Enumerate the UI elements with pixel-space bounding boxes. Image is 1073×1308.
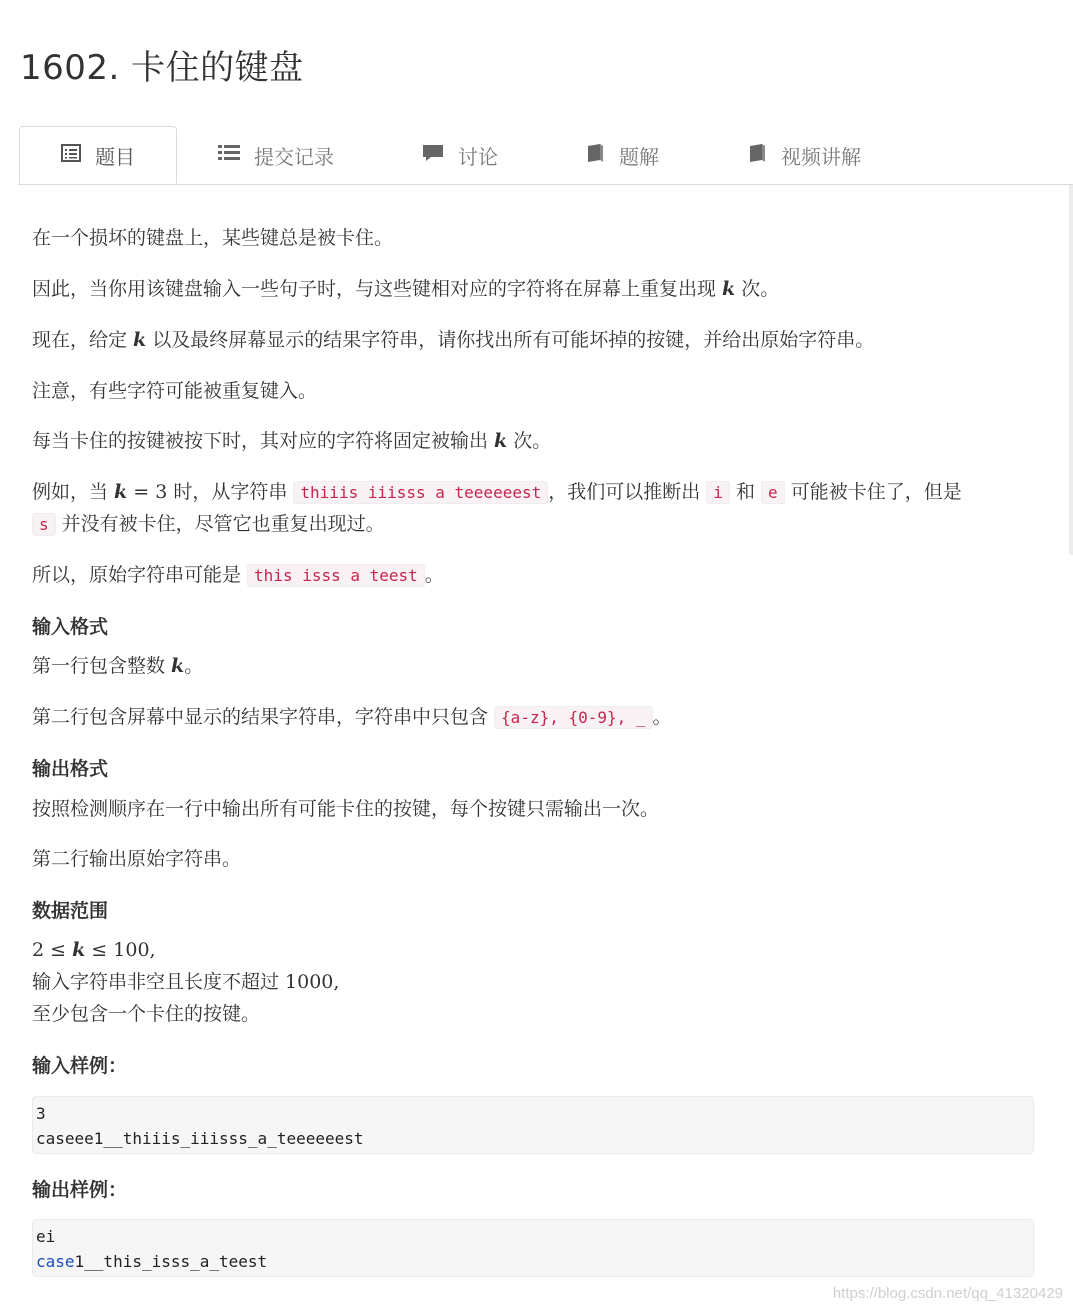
math-var: k (171, 655, 185, 677)
math-var: k (722, 278, 736, 300)
math-expr: 2 ≤ (32, 939, 73, 961)
tab-video[interactable] (747, 126, 861, 184)
scroll-edge (1069, 185, 1073, 555)
paragraph (32, 560, 444, 591)
page-title: 1602. 卡住的键盘 (20, 48, 304, 88)
math-var: k (133, 329, 147, 351)
code-text: 1__this_isss_a_teest (74, 1252, 268, 1271)
paragraph (32, 477, 962, 508)
paragraph: 第二行输出原始字符串。 (32, 848, 242, 870)
tab-label: 题目 (95, 144, 135, 169)
math-var: k (114, 481, 128, 503)
section-heading-sample-input: 输入样例： (32, 1055, 128, 1077)
section-heading-input: 输入格式 (32, 616, 109, 638)
list-alt-icon (61, 143, 81, 168)
section-heading-output: 输出格式 (32, 758, 109, 780)
text: 可能被卡住了，但是 (784, 481, 962, 503)
text: 输入字符串非空且长度不超过 (32, 971, 286, 993)
book-icon (747, 143, 767, 168)
inline-code: i (706, 481, 730, 504)
inline-code: {a-z}, {0-9}, _ (494, 706, 653, 729)
section-heading-sample-output: 输出样例： (32, 1179, 128, 1201)
paragraph: 按照检测顺序在一行中输出所有可能卡住的按键，每个按键只需输出一次。 (32, 798, 660, 820)
text: 。 (652, 706, 672, 728)
paragraph (32, 426, 551, 456)
text: 例如，当 (32, 481, 115, 503)
paragraph (32, 935, 156, 965)
text: 。 (184, 655, 204, 677)
text: 现在，给定 (32, 329, 134, 351)
text: 所以，原始字符串可能是 (32, 564, 248, 586)
text: 第一行包含整数 (32, 655, 172, 677)
tab-bar (18, 126, 1073, 185)
math-var: k (72, 939, 86, 961)
text: 次。 (735, 278, 780, 300)
paragraph: 至少包含一个卡住的按键。 (32, 1003, 261, 1025)
tab-discussion[interactable] (422, 126, 498, 184)
text: 并没有被卡住，尽管它也重复出现过。 (55, 513, 385, 535)
inline-code: thiiis iiisss a teeeeeest (293, 481, 548, 504)
paragraph: 注意，有些字符可能被重复键入。 (32, 380, 318, 402)
tab-label: 提交记录 (254, 144, 334, 169)
text: 。 (424, 564, 444, 586)
tab-label: 讨论 (458, 144, 498, 169)
watermark: https://blog.csdn.net/qq_41320429 (832, 1285, 1063, 1302)
list-icon (218, 143, 240, 168)
math-expr: 1000, (285, 971, 340, 993)
text: 因此，当你用该键盘输入一些句子时，与这些键相对应的字符将在屏幕上重复出现 (32, 278, 723, 300)
paragraph (32, 967, 339, 997)
inline-code: this isss a teest (247, 564, 425, 587)
section-heading-range: 数据范围 (32, 900, 109, 922)
paragraph (32, 509, 385, 540)
text: 以及最终屏幕显示的结果字符串，请你找出所有可能坏掉的按键，并给出原始字符串。 (146, 329, 875, 351)
paragraph: 在一个损坏的键盘上，某些键总是被卡住。 (32, 227, 394, 249)
tab-label: 题解 (619, 144, 659, 169)
code-line: ei (36, 1227, 56, 1246)
paragraph (32, 702, 672, 733)
sample-input-block (32, 1096, 1034, 1154)
text: 每当卡住的按键被按下时，其对应的字符将固定被输出 (32, 430, 495, 452)
text: 第二行包含屏幕中显示的结果字符串，字符串中只包含 (32, 706, 495, 728)
inline-code: e (761, 481, 785, 504)
code-line: 3 (36, 1104, 46, 1123)
code-line (36, 1249, 1030, 1274)
math-var: k (494, 430, 508, 452)
paragraph (32, 651, 203, 681)
tab-solutions[interactable] (585, 126, 659, 184)
paragraph (32, 274, 779, 304)
math-expr: = 3 (127, 481, 168, 503)
tab-submissions[interactable] (218, 126, 334, 184)
sample-output-block (32, 1219, 1034, 1277)
text: 和 (729, 481, 762, 503)
tab-problem[interactable] (19, 126, 177, 184)
text: 次。 (507, 430, 552, 452)
inline-code: s (32, 513, 56, 536)
comment-icon (422, 143, 444, 168)
book-icon (585, 143, 605, 168)
code-keyword: case (36, 1252, 75, 1271)
code-line: caseee1__thiiis_iiisss_a_teeeeeest (36, 1129, 364, 1148)
math-expr: ≤ 100, (85, 939, 156, 961)
tab-label: 视频讲解 (781, 144, 861, 169)
text: ，我们可以推断出 (548, 481, 707, 503)
paragraph (32, 325, 874, 355)
text: 时，从字符串 (167, 481, 294, 503)
